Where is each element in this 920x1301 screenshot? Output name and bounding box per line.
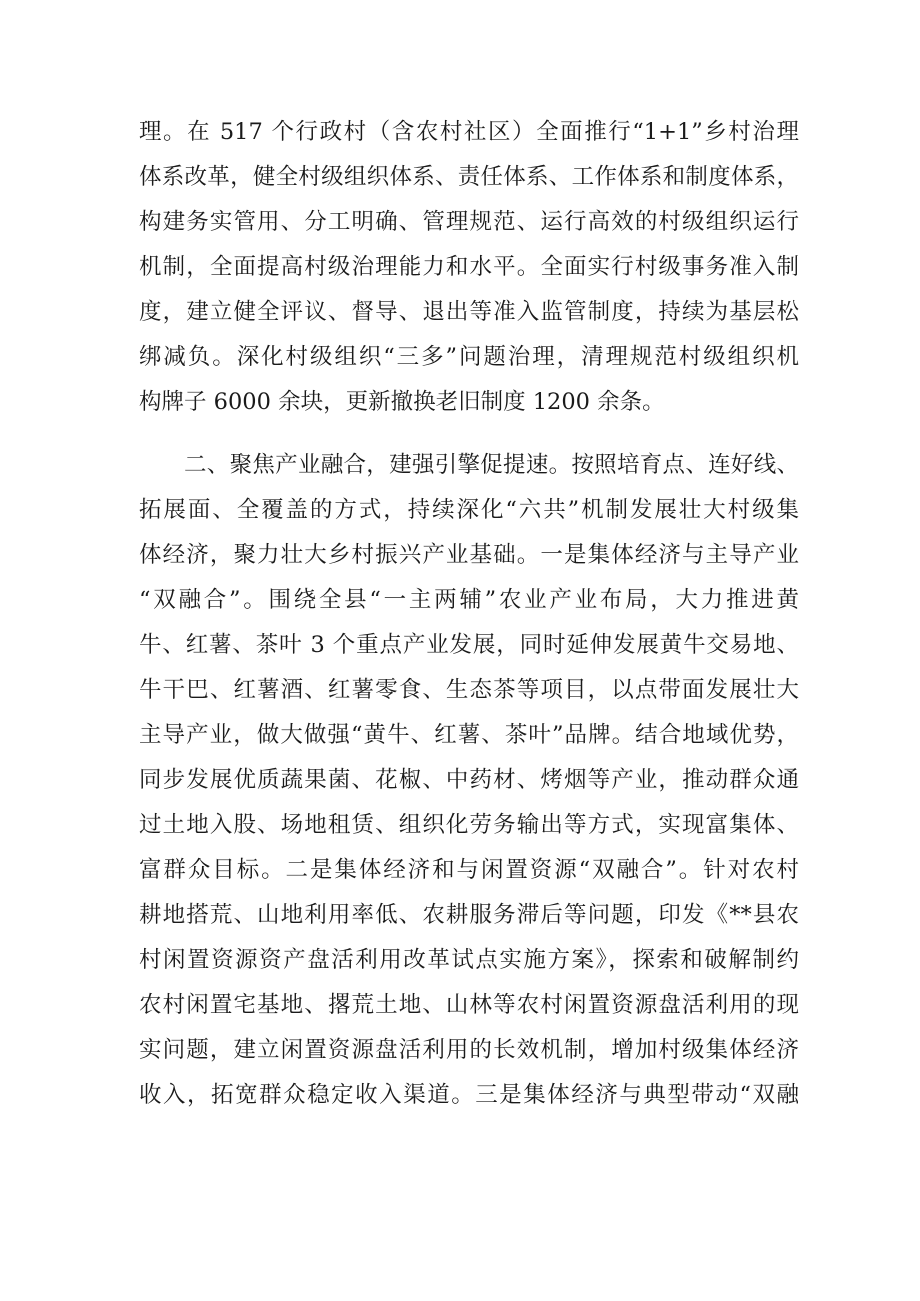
- text-line: 理。在 517 个行政村（含农村社区）全面推行“1+1”乡村治理: [139, 119, 799, 145]
- text-line: 拓展面、全覆盖的方式，持续深化“六共”机制发展壮大村级集: [139, 497, 799, 523]
- section-heading-line: 二、聚焦产业融合，建强引擎促提速。按照培育点、连好线、: [184, 452, 799, 478]
- text-line: 构牌子 6000 余块，更新撤换老旧制度 1200 余条。: [139, 389, 665, 415]
- text-line: 体系改革，健全村级组织体系、责任体系、工作体系和制度体系，: [139, 164, 799, 190]
- text-line: 度，建立健全评议、督导、退出等准入监管制度，持续为基层松: [139, 299, 799, 325]
- text-line: 收入，拓宽群众稳定收入渠道。三是集体经济与典型带动“双融: [139, 1082, 799, 1108]
- paragraph-village-governance: [139, 110, 799, 425]
- text-line: “双融合”。围绕全县“一主两辅”农业产业布局，大力推进黄: [139, 587, 799, 613]
- text-line: 富群众目标。二是集体经济和与闲置资源“双融合”。针对农村: [139, 857, 799, 883]
- text-line: 耕地搭荒、山地利用率低、农耕服务滞后等问题，印发《**县农: [139, 902, 799, 928]
- text-line: 同步发展优质蔬果菌、花椒、中药材、烤烟等产业，推动群众通: [139, 767, 799, 793]
- text-line: 牛干巴、红薯酒、红薯零食、生态茶等项目，以点带面发展壮大: [139, 677, 799, 703]
- text-line: 绑减负。深化村级组织“三多”问题治理，清理规范村级组织机: [139, 344, 799, 370]
- text-line: 农村闲置宅基地、撂荒土地、山林等农村闲置资源盘活利用的现: [139, 992, 799, 1018]
- text-line: 村闲置资源资产盘活利用改革试点实施方案》，探索和破解制约: [139, 947, 799, 973]
- text-line: 牛、红薯、茶叶 3 个重点产业发展，同时延伸发展黄牛交易地、: [139, 632, 799, 658]
- text-line: 主导产业，做大做强“黄牛、红薯、茶叶”品牌。结合地域优势，: [139, 722, 799, 748]
- text-line: 机制，全面提高村级治理能力和水平。全面实行村级事务准入制: [139, 254, 799, 280]
- paragraph-industry-integration: [139, 443, 799, 1118]
- text-line: 体经济，聚力壮大乡村振兴产业基础。一是集体经济与主导产业: [139, 542, 799, 568]
- text-line: 实问题，建立闲置资源盘活利用的长效机制，增加村级集体经济: [139, 1037, 799, 1063]
- text-line: 构建务实管用、分工明确、管理规范、运行高效的村级组织运行: [139, 209, 799, 235]
- text-line: 过土地入股、场地租赁、组织化劳务输出等方式，实现富集体、: [139, 812, 799, 838]
